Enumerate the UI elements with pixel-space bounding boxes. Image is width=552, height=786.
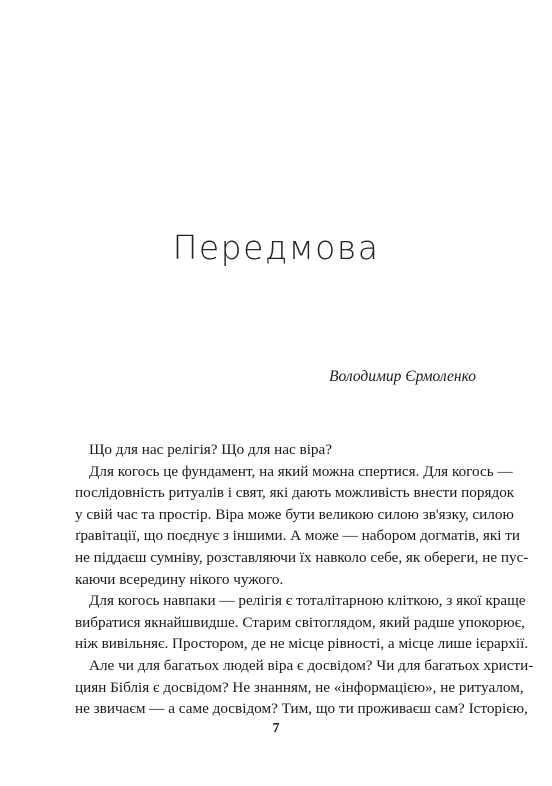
text-line: вибратися якнайшвидше. Старим світоглядом, який радше упокорює, — [75, 613, 525, 631]
text-line: ґравітації, що поєднує з іншими. А може — набором догматів, які ти — [75, 527, 521, 545]
text-line: у свій час та простір. Віра може бути великою силою зв'язку, силою — [75, 505, 514, 523]
text-line: циян Біблія є досвідом? Не знанням, не «інформацією», не ритуалом, — [75, 678, 524, 696]
text-line: послідовність ритуалів і свят, які дають можливість внести порядок — [75, 484, 515, 502]
text-line: ніж вивільняє. Простором, де не місце рівності, а місце лише ієрархії. — [75, 635, 529, 653]
text-line: Для когось навпаки — релігія є тоталітарною кліткою, з якої краще — [89, 592, 526, 610]
text-line: не піддаєш сумніву, розставляючи їх навколо себе, як обереги, не пус- — [75, 548, 529, 566]
text-line: не звичаєм — а саме досвідом? Тим, що ти проживаєш сам? Історією, — [75, 700, 528, 718]
text-line: каючи всередину нікого чужого. — [75, 570, 284, 588]
text-line: Для когось це фундамент, на який можна спертися. Для когось — — [89, 462, 513, 480]
text-line: Але чи для багатьох людей віра є досвідом? Чи для багатьох христи- — [89, 656, 534, 674]
body-text — [75, 439, 534, 720]
text-line: Що для нас релігія? Що для нас віра? — [89, 441, 332, 458]
page-number: 7 — [272, 721, 280, 736]
chapter-title: Передмова — [172, 228, 380, 267]
author-name: Володимир Єрмоленко — [329, 368, 476, 385]
